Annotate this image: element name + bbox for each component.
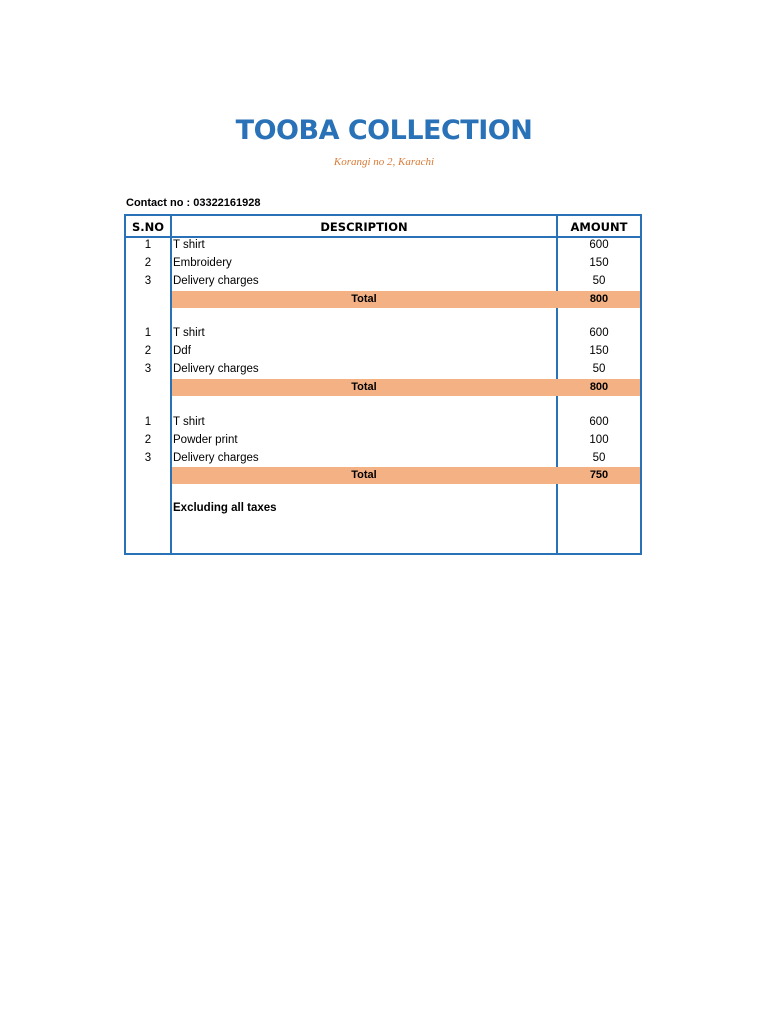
row-amount: 100	[589, 434, 609, 446]
table-row	[126, 325, 640, 342]
total-value: 750	[589, 469, 609, 481]
row-sno: 3	[144, 275, 152, 287]
total-label: Total	[351, 293, 377, 305]
total-label: Total	[351, 469, 377, 481]
total-value: 800	[589, 381, 609, 393]
table-row	[126, 361, 640, 378]
row-sno: 1	[144, 239, 152, 251]
row-amount: 600	[589, 327, 609, 339]
column-header-amount: AMOUNT	[570, 220, 628, 234]
row-description: Delivery charges	[173, 275, 259, 287]
table-row	[126, 255, 640, 272]
row-sno: 2	[144, 345, 152, 357]
table-row	[126, 343, 640, 360]
total-row	[172, 467, 640, 484]
invoice-table	[124, 214, 642, 555]
table-row	[126, 414, 640, 431]
row-sno: 3	[144, 363, 152, 375]
tax-note: Excluding all taxes	[173, 502, 277, 514]
row-amount: 50	[592, 363, 606, 375]
total-value: 800	[589, 293, 609, 305]
row-sno: 1	[144, 327, 152, 339]
shop-title: TOOBA COLLECTION	[235, 115, 533, 146]
row-amount: 600	[589, 416, 609, 428]
shop-address: Korangi no 2, Karachi	[333, 156, 435, 168]
row-amount: 600	[589, 239, 609, 251]
row-amount: 150	[589, 257, 609, 269]
row-description: T shirt	[173, 327, 205, 339]
row-sno: 1	[144, 416, 152, 428]
row-sno: 3	[144, 452, 152, 464]
row-description: Ddf	[173, 345, 191, 357]
table-row	[126, 450, 640, 467]
row-amount: 50	[592, 452, 606, 464]
row-sno: 2	[144, 257, 152, 269]
row-description: Embroidery	[173, 257, 232, 269]
row-description: Delivery charges	[173, 363, 259, 375]
row-description: Delivery charges	[173, 452, 259, 464]
row-amount: 150	[589, 345, 609, 357]
table-row	[126, 432, 640, 449]
row-description: T shirt	[173, 416, 205, 428]
row-amount: 50	[592, 275, 606, 287]
table-row	[126, 273, 640, 290]
row-sno: 2	[144, 434, 152, 446]
total-row	[172, 379, 640, 396]
total-label: Total	[351, 381, 377, 393]
row-description: T shirt	[173, 239, 205, 251]
total-row	[172, 291, 640, 308]
table-row	[126, 237, 640, 254]
row-description: Powder print	[173, 434, 238, 446]
contact-number: Contact no : 03322161928	[126, 197, 261, 209]
column-header-description: DESCRIPTION	[320, 220, 408, 234]
column-header-sno: S.NO	[131, 220, 165, 234]
